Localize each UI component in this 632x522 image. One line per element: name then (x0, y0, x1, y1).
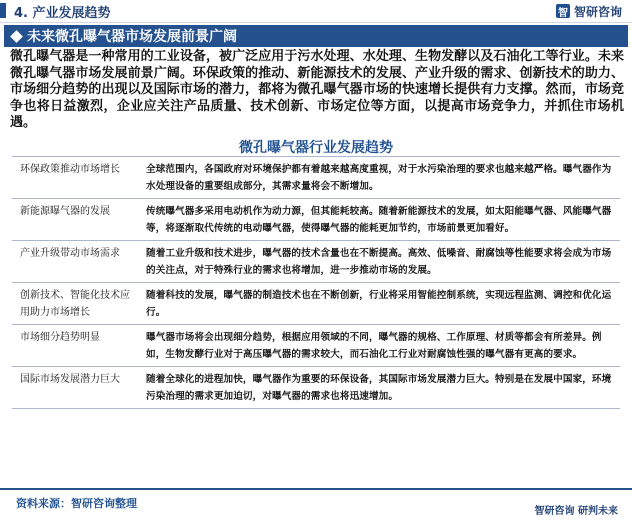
trend-description: 传统曝气器多采用电动机作为动力源，但其能耗较高。随着新能源技术的发展，如太阳能曝气器、风能曝气器等，将逐渐取代传统的电动曝气器，使得曝气器的能耗更加节约，市场前景更加看好。 (142, 199, 620, 241)
table-row (12, 241, 620, 283)
trend-description: 随着工业升级和技术进步，曝气器的技术含量也在不断提高。高效、低噪音、耐腐蚀等性能要求将会成为市场的关注点，对于特殊行业的需求也将增加，进一步推动市场的发展。 (142, 241, 620, 283)
brand-logo (556, 3, 622, 19)
trend-description: 曝气器市场将会出现细分趋势，根据应用领域的不同，曝气器的规格、工作原理、材质等都会有所差异。例如，生物发酵行业对于高压曝气器的需求较大，而石油化工行业对耐腐蚀性强的曝气器有更高的要求。 (142, 325, 620, 367)
intro-paragraph: 微孔曝气器是一种常用的工业设备，被广泛应用于污水处理、水处理、生物发酵以及石油化工等行业。未来微孔曝气器市场发展前景广阔。环保政策的推动、新能源技术的发展、产业升级的需求、创新技术的助力、市场细分趋势的出现以及国际市场的潜力，都将为微孔曝气器市场的快速增长提供有力支撑。然而，市场竞争也将日益激烈，企业应关注产品质量、技术创新、市场定位等方面，以提高市场竞争力，并抓住市场机遇。 (10, 49, 624, 130)
footer-brand: 智研咨询 研判未来 (534, 506, 618, 517)
trend-description: 全球范围内，各国政府对环境保护都有着越来越高度重视，对于水污染治理的要求也越来越严格。曝气器作为水处理设备的重要组成部分，其需求量将会不断增加。 (142, 157, 620, 199)
brand-logo-icon: 智 (556, 4, 570, 18)
table-row (12, 283, 620, 325)
trend-category: 产业升级带动市场需求 (12, 241, 142, 283)
trend-category: 国际市场发展潜力巨大 (12, 367, 142, 409)
trend-table (12, 156, 620, 409)
table-title: 微孔曝气器行业发展趋势 (239, 140, 393, 156)
table-row (12, 325, 620, 367)
header-accent-bar (0, 3, 6, 18)
diamond-icon (10, 30, 23, 43)
table-row (12, 199, 620, 241)
page-title-bar (4, 25, 628, 47)
trend-category: 新能源曝气器的发展 (12, 199, 142, 241)
section-heading: 4. 产业发展趋势 (14, 6, 111, 21)
table-row (12, 157, 620, 199)
trend-description: 随着全球化的进程加快，曝气器作为重要的环保设备，其国际市场发展潜力巨大。特别是在发展中国家，环境污染治理的需求更加迫切，对曝气器的需求也将迅速增加。 (142, 367, 620, 409)
page-footer (0, 488, 632, 522)
trend-description: 随着科技的发展，曝气器的制造技术也在不断创新，行业将采用智能控制系统，实现远程监测、调控和优化运行。 (142, 283, 620, 325)
page-title: 未来微孔曝气器市场发展前景广阔 (27, 29, 237, 45)
page-header (0, 0, 632, 23)
data-source: 资料来源：智研咨询整理 (16, 497, 137, 510)
table-row (12, 367, 620, 409)
brand-logo-text: 智研咨询 (573, 4, 622, 19)
trend-category: 市场细分趋势明显 (12, 325, 142, 367)
trend-category: 环保政策推动市场增长 (12, 157, 142, 199)
trend-category: 创新技术、智能化技术应用助力市场增长 (12, 283, 142, 325)
